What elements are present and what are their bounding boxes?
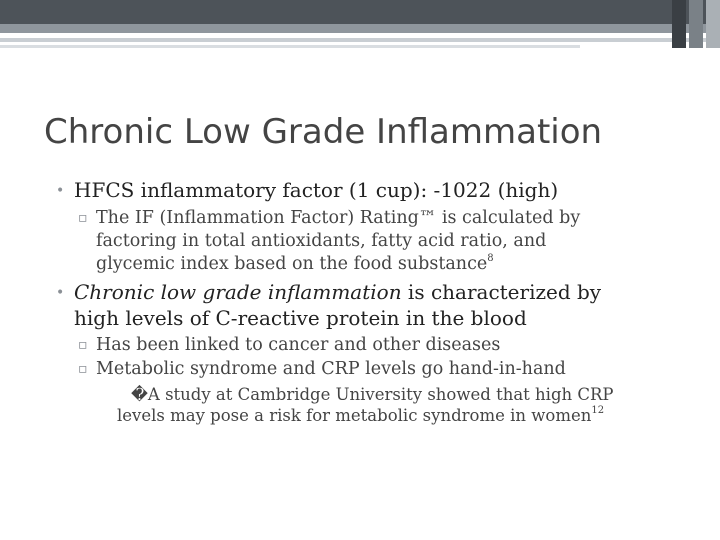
corner-block-1 [672, 0, 686, 48]
slide-title: Chronic Low Grade Inflammation [44, 112, 603, 152]
sub-bullet-1-line-1: The IF (Inflammation Factor) Rating™ is calculated by [96, 208, 581, 228]
sub-bullet-1-line-3-text: glycemic index based on the food substance [96, 254, 488, 274]
header-accent-line-short [0, 45, 580, 48]
sub-bullet-marker: ▫ [78, 210, 88, 226]
corner-block-3 [706, 0, 720, 48]
sub-sub-bullet-line-2-text: levels may pose a risk for metabolic syndrome in women [117, 406, 592, 425]
sub-sub-bullet-line-2 [117, 406, 604, 426]
sub-bullet-1-line-3 [96, 253, 494, 275]
corner-block-2 [689, 0, 703, 48]
sub-sub-bullet-line-1-text: A study at Cambridge University showed that high CRP [147, 385, 614, 404]
header-accent-line [0, 38, 720, 42]
bullet-dot: • [56, 285, 65, 301]
header-bar [0, 0, 720, 24]
sub-sub-bullet-line-1 [131, 385, 614, 405]
bullet-dot: • [56, 183, 65, 199]
header-subbar [0, 24, 720, 33]
sub-bullet-marker: ▫ [78, 337, 88, 353]
bullet-1-text: HFCS inflammatory factor (1 cup): -1022 (high) [74, 178, 559, 202]
reference-marker: 12 [591, 405, 605, 416]
bullet-2-line-2: high levels of C-reactive protein in the blood [74, 306, 527, 330]
bullet-2-line-1-rest: is characterized by [401, 280, 602, 304]
sub-bullet-marker: ▫ [78, 361, 88, 377]
bullet-2-italic: Chronic low grade inflammation [74, 280, 402, 304]
sub-bullet-2: Has been linked to cancer and other diseases [96, 335, 501, 355]
bullet-2-line-1 [74, 280, 601, 305]
sub-sub-bullet-marker: � [131, 385, 148, 404]
sub-bullet-1-line-2: factoring in total antioxidants, fatty acid ratio, and [96, 231, 547, 251]
reference-marker: 8 [487, 253, 494, 264]
sub-bullet-3: Metabolic syndrome and CRP levels go hand-in-hand [96, 359, 566, 379]
